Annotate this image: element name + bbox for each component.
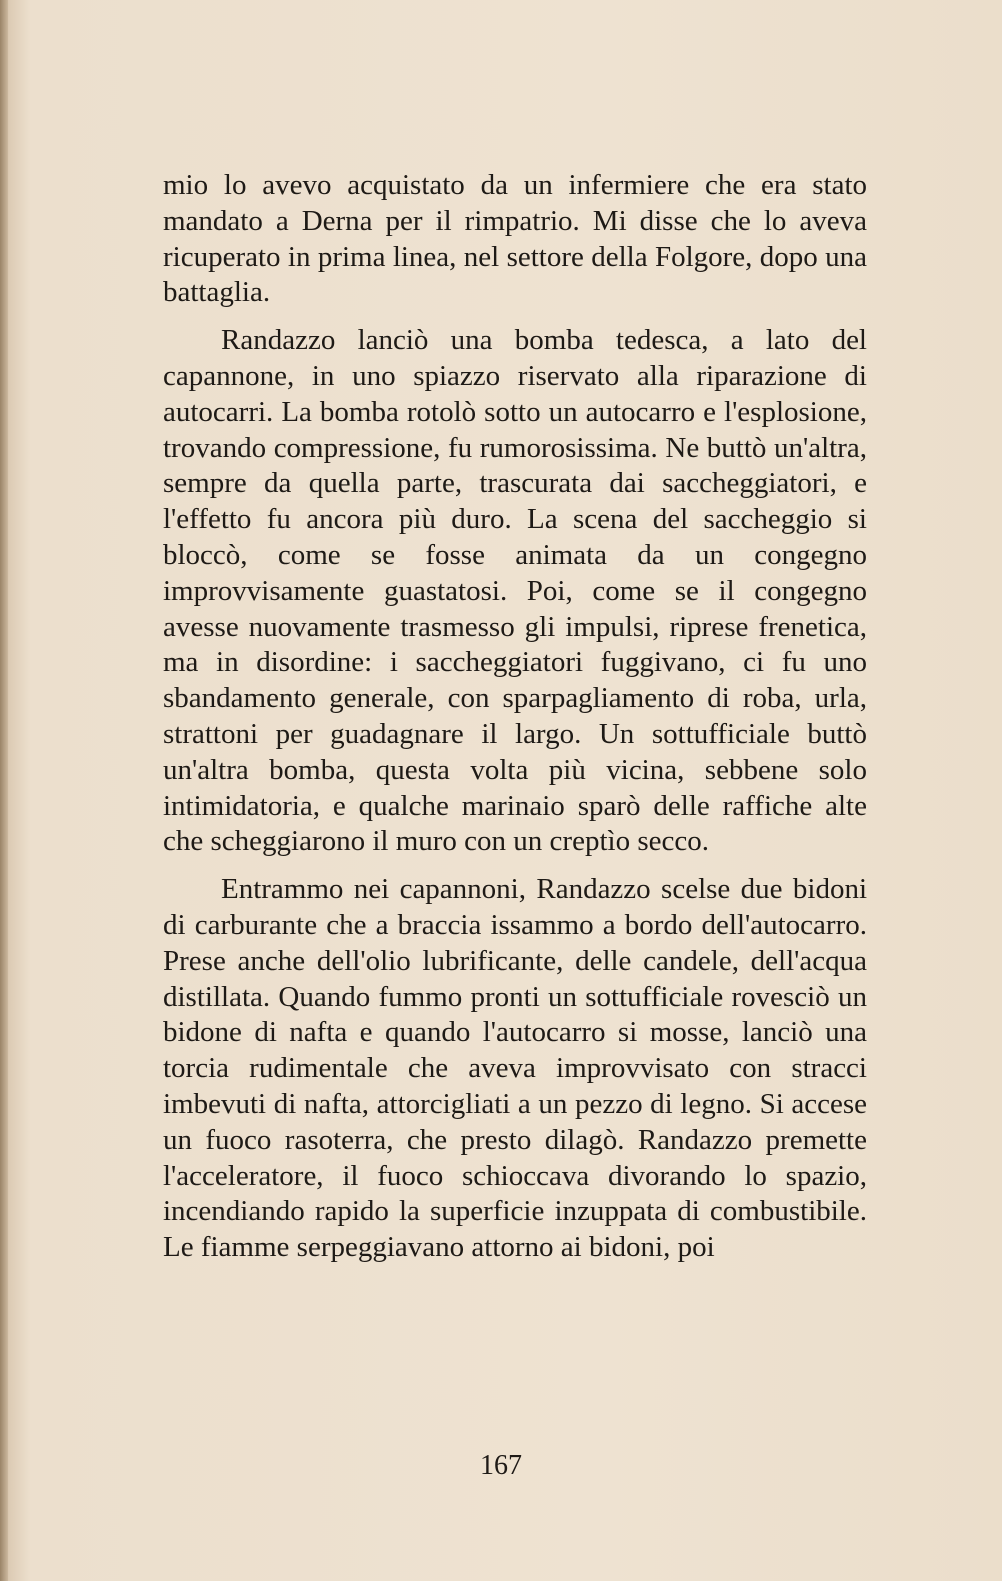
body-text <box>163 168 867 1266</box>
paragraph-continued: mio lo avevo acquistato da un infermiere che era stato mandato a Derna per il rimpatrio. Mi disse che lo aveva ricuperato in prima linea, nel settore della Folgore, dopo una battaglia. <box>163 169 867 309</box>
paragraph-warehouse: Entrammo nei capannoni, Randazzo scelse due bidoni di carburante che a braccia issammo a bordo dell'autocarro. Prese anche dell'olio lubrificante, delle candele, dell'acqua distillata. Quando fummo pronti un sottufficiale rovesciò un bidone di nafta e quando l'autocarro si mosse, lanciò una torcia rudimentale che aveva improvvisato con stracci imbevuti di nafta, attorcigliati a un pezzo di legno. Si accese un fuoco rasoterra, che presto dilagò. Randazzo premette l'acceleratore, il fuoco schioccava divorando lo spazio, incendiando rapido la superficie inzuppata di combustibile. Le fiamme serpeggiavano attorno ai bidoni, poi <box>163 873 867 1264</box>
paragraph-bomb: Randazzo lanciò una bomba tedesca, a lato del capannone, in uno spiazzo riservato alla riparazione di autocarri. La bomba rotolò sotto un autocarro e l'esplosione, trovando compressione, fu rumorosissima. Ne buttò un'altra, sempre da quella parte, trascurata dai saccheggiatori, e l'effetto fu ancora più duro. La scena del saccheggio si bloccò, come se fosse animata da un congegno improvvisamente guastatosi. Poi, come se il congegno avesse nuovamente trasmesso gli impulsi, riprese frenetica, ma in disordine: i saccheggiatori fuggivano, ci fu uno sbandamento generale, con sparpagliamento di roba, urla, strattoni per guadagnare il largo. Un sottufficiale buttò un'altra bomba, questa volta più vicina, sebbene solo intimidatoria, e qualche marinaio sparò delle raffiche alte che scheggiarono il muro con un creptìo secco. <box>163 324 867 858</box>
page-number: 167 <box>480 1450 522 1481</box>
page-spine-shadow <box>0 0 8 1581</box>
